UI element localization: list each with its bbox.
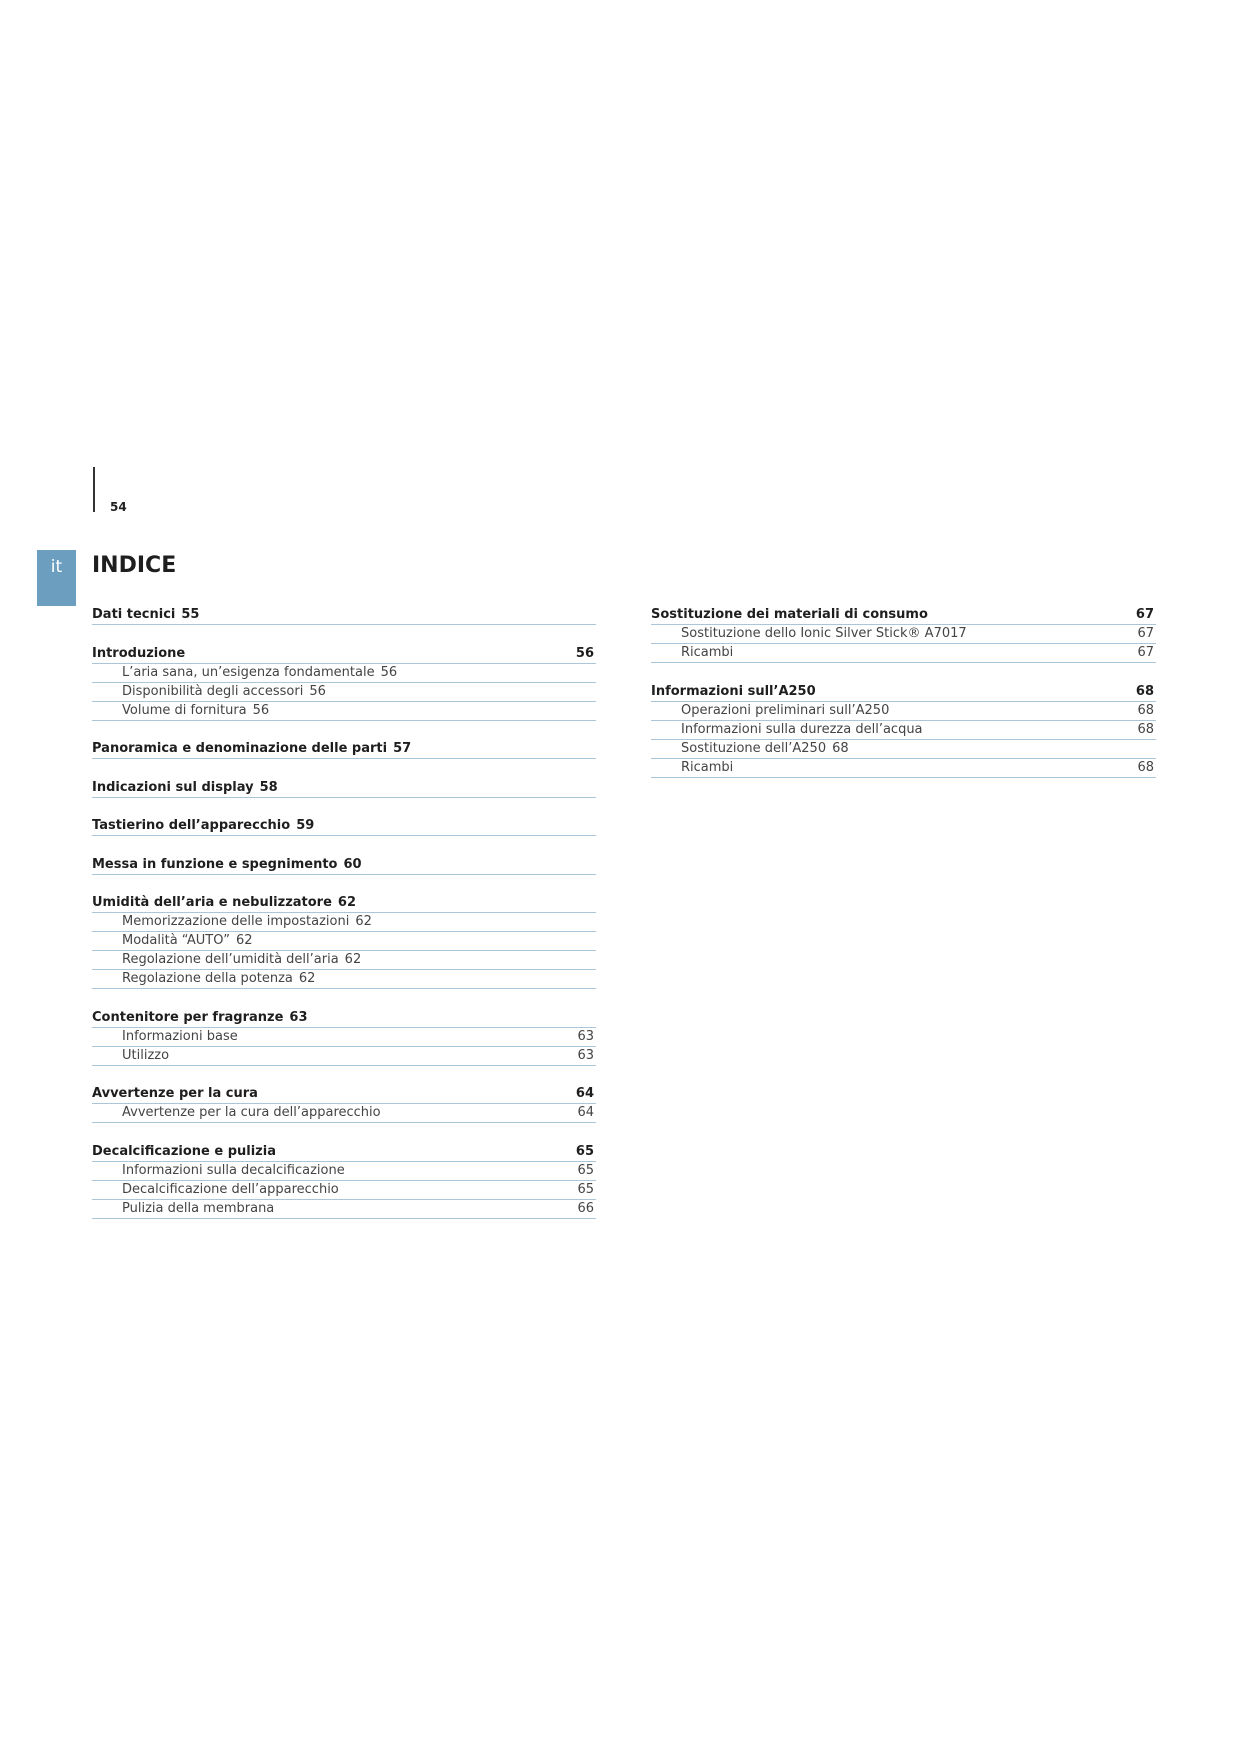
toc-item-page: 62 [235, 933, 253, 948]
toc-heading-text: Contenitore per fragranze [92, 1009, 284, 1025]
toc-heading-text: Umidità dell’aria e nebulizzatore [92, 895, 332, 910]
toc-heading-label [92, 779, 278, 797]
toc-heading-text: Avvertenze per la cura [92, 1086, 258, 1101]
toc-item-page-right: 66 [577, 1200, 594, 1216]
toc-item-page: 56 [309, 683, 326, 699]
toc-item-page: 56 [252, 702, 270, 718]
toc-item-text: Volume di fornitura [122, 702, 247, 718]
toc-item-label [122, 702, 269, 720]
page-title: INDICE [92, 553, 177, 578]
toc-heading-label [92, 894, 356, 912]
page-marker-rule [93, 467, 95, 512]
toc-heading-page: 62 [337, 895, 357, 910]
toc-heading-row [92, 1009, 596, 1028]
toc-section [92, 1085, 596, 1123]
toc-item-row [92, 1162, 596, 1181]
toc-heading-text: Messa in funzione e spegnimento [92, 856, 338, 872]
toc-heading-row [92, 894, 596, 913]
toc-heading-label [92, 606, 199, 624]
toc-section [92, 894, 596, 989]
toc-heading-label [92, 1143, 276, 1161]
toc-item-page-right: 67 [1137, 645, 1154, 660]
language-tab: it [37, 550, 76, 606]
toc-heading-page-right: 65 [575, 1143, 594, 1159]
toc-right-column [651, 606, 1156, 797]
toc-item-text: Modalità “AUTO” [122, 933, 230, 948]
toc-item-row [651, 702, 1156, 721]
toc-item-row [92, 664, 596, 683]
toc-item-row [92, 913, 596, 932]
toc-heading-page-right: 56 [575, 645, 594, 661]
toc-item-page: 56 [380, 664, 398, 680]
toc-item-row [92, 1200, 596, 1219]
toc-item-label [122, 683, 326, 701]
toc-item-text: Ricambi [681, 645, 734, 660]
toc-item-row [92, 683, 596, 702]
toc-heading-page: 60 [343, 856, 362, 872]
toc-item-label [681, 644, 733, 662]
toc-item-row [92, 702, 596, 721]
toc-item-label [122, 951, 361, 969]
toc-item-label [681, 702, 889, 720]
toc-item-label [122, 913, 372, 931]
toc-heading-text: Sostituzione dei materiali di consumo [651, 607, 928, 622]
toc-item-row [92, 1028, 596, 1047]
toc-item-row [92, 932, 596, 951]
toc-item-label [122, 1181, 339, 1199]
toc-heading-row [92, 740, 596, 759]
toc-section [92, 606, 596, 625]
toc-heading-row [651, 683, 1156, 702]
toc-item-label [122, 1104, 381, 1122]
toc-heading-label [92, 645, 185, 663]
toc-heading-text: Panoramica e denominazione delle parti [92, 741, 388, 756]
toc-item-text: Regolazione dell’umidità dell’aria [122, 952, 339, 967]
toc-section [651, 606, 1156, 663]
toc-item-page-right: 64 [577, 1105, 594, 1120]
toc-section [651, 683, 1156, 778]
toc-item-text: Avvertenze per la cura dell’apparecchio [122, 1105, 381, 1120]
toc-heading-row [92, 779, 596, 798]
toc-heading-text: Decalcificazione e pulizia [92, 1143, 276, 1159]
toc-item-page-right: 63 [577, 1028, 594, 1044]
toc-heading-label [92, 1009, 308, 1027]
toc-item-label [681, 721, 923, 739]
toc-heading-label [92, 817, 314, 835]
toc-heading-row [651, 606, 1156, 625]
toc-item-label [681, 625, 967, 643]
toc-item-label [122, 1200, 274, 1218]
toc-item-text: Ricambi [681, 759, 734, 775]
toc-heading-row [92, 645, 596, 664]
toc-item-label [122, 932, 253, 950]
toc-heading-page-right: 64 [575, 1086, 594, 1101]
toc-item-page-right: 63 [577, 1047, 594, 1063]
toc-heading-label [92, 856, 362, 874]
toc-item-text: Sostituzione dell’A250 [681, 740, 827, 756]
toc-heading-page: 55 [181, 607, 200, 622]
toc-item-text: Informazioni sulla decalcificazione [122, 1162, 345, 1178]
toc-heading-row [92, 817, 596, 836]
toc-item-text: Memorizzazione delle impostazioni [122, 914, 350, 929]
toc-heading-page: 57 [393, 741, 412, 756]
toc-item-text: Informazioni base [122, 1028, 238, 1044]
toc-item-row [92, 970, 596, 989]
toc-item-label [122, 1162, 345, 1180]
toc-heading-page: 58 [259, 779, 278, 795]
toc-item-row [92, 951, 596, 970]
toc-heading-page-right: 68 [1135, 683, 1154, 699]
toc-item-row [651, 759, 1156, 778]
toc-item-page: 62 [298, 971, 316, 986]
toc-section [92, 856, 596, 875]
toc-item-label [681, 740, 849, 758]
toc-item-text: Sostituzione dello Ionic Silver Stick® A7017 [681, 626, 967, 641]
toc-item-row [92, 1047, 596, 1066]
toc-heading-label [92, 740, 411, 758]
toc-item-page-right: 65 [577, 1181, 594, 1197]
toc-item-label [122, 1047, 169, 1065]
toc-heading-text: Indicazioni sul display [92, 779, 254, 795]
toc-heading-text: Tastierino dell’apparecchio [92, 818, 291, 833]
toc-item-label [122, 1028, 238, 1046]
toc-item-text: Disponibilità degli accessori [122, 683, 304, 699]
toc-item-text: Informazioni sulla durezza dell’acqua [681, 721, 923, 737]
toc-item-label [122, 970, 315, 988]
toc-item-page: 68 [832, 740, 849, 756]
toc-item-row [651, 644, 1156, 663]
toc-heading-label [651, 606, 928, 624]
toc-heading-text: Dati tecnici [92, 607, 176, 622]
toc-item-text: Decalcificazione dell’apparecchio [122, 1181, 339, 1197]
toc-item-page-right: 65 [577, 1162, 594, 1178]
toc-item-text: Utilizzo [122, 1047, 170, 1063]
toc-item-label [681, 759, 733, 777]
toc-item-row [92, 1104, 596, 1123]
toc-heading-row [92, 856, 596, 875]
toc-heading-label [651, 683, 816, 701]
toc-section [92, 1009, 596, 1066]
toc-heading-page: 59 [296, 818, 315, 833]
toc-item-row [92, 1181, 596, 1200]
toc-item-page-right: 68 [1137, 702, 1154, 718]
toc-section [92, 1143, 596, 1219]
toc-item-page-right: 67 [1137, 626, 1154, 641]
toc-section [92, 740, 596, 759]
toc-section [92, 645, 596, 721]
toc-heading-row [92, 1085, 596, 1104]
toc-item-page: 62 [355, 914, 372, 929]
toc-heading-row [92, 1143, 596, 1162]
toc-item-page-right: 68 [1137, 759, 1154, 775]
toc-item-label [122, 664, 397, 682]
toc-heading-label [92, 1085, 258, 1103]
toc-heading-page-right: 67 [1135, 607, 1154, 622]
toc-heading-text: Introduzione [92, 645, 186, 661]
page-number: 54 [110, 500, 127, 514]
toc-heading-page: 63 [289, 1009, 308, 1025]
toc-section [92, 779, 596, 798]
toc-item-text: Pulizia della membrana [122, 1200, 275, 1216]
toc-section [92, 817, 596, 836]
toc-heading-row [92, 606, 596, 625]
toc-item-text: L’aria sana, un’esigenza fondamentale [122, 664, 375, 680]
toc-item-page-right: 68 [1137, 721, 1154, 737]
toc-item-row [651, 625, 1156, 644]
toc-heading-text: Informazioni sull’A250 [651, 683, 816, 699]
toc-item-row [651, 721, 1156, 740]
toc-item-text: Regolazione della potenza [122, 971, 293, 986]
toc-item-row [651, 740, 1156, 759]
toc-item-text: Operazioni preliminari sull’A250 [681, 702, 890, 718]
toc-item-page: 62 [344, 952, 362, 967]
toc-left-column [92, 606, 596, 1238]
